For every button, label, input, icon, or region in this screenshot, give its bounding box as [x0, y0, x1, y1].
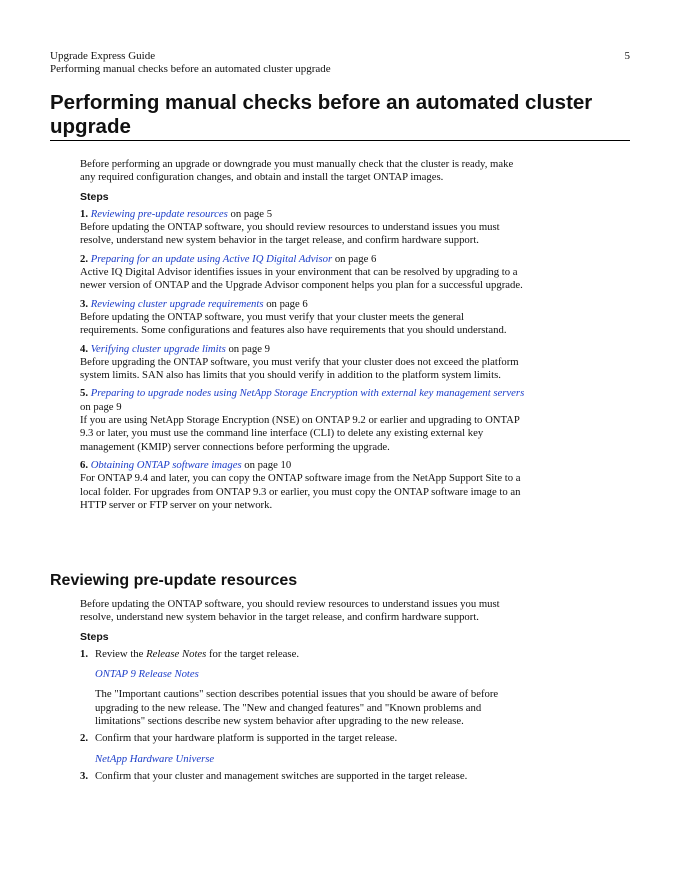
main-section	[80, 158, 525, 517]
running-header	[50, 50, 630, 76]
step-number: 2.	[80, 252, 89, 265]
list-item	[80, 732, 525, 766]
list-item	[80, 459, 525, 512]
pre-update-section	[80, 598, 525, 787]
step-description: If you are using NetApp Storage Encryption (NSE) on ONTAP 9.2 or earlier and upgrading to ONTAP 9.3 or later, you must use the command line interface (CLI) to delete any existing external key management (KMIP) server connections before performing the upgrade.	[80, 414, 520, 453]
step-number: 2.	[80, 732, 89, 745]
list-item	[80, 343, 525, 383]
page-ref: on page 9	[80, 400, 122, 413]
page-ref: on page 9	[225, 342, 270, 355]
doc-title: Upgrade Express Guide	[50, 50, 156, 62]
steps-list	[80, 208, 525, 512]
list-item	[80, 298, 525, 338]
section-title: Reviewing pre-update resources	[50, 572, 298, 589]
step-number: 1.	[80, 647, 89, 660]
list-item	[80, 387, 525, 453]
step-link[interactable]: Preparing to upgrade nodes using NetApp Storage Encryption with external key management servers	[90, 387, 525, 400]
step-text: Confirm that your cluster and management switches are supported in the target release.	[95, 769, 468, 782]
page-ref: on page 5	[227, 207, 273, 220]
steps-heading: Steps	[80, 190, 109, 203]
step-description: For ONTAP 9.4 and later, you can copy the ONTAP software image from the NetApp Support Site to a local folder. For upgrades from ONTAP 9.3 or earlier, you must copy the ONTAP software image to an HTTP server or FTP server on your network.	[80, 472, 521, 511]
step-link[interactable]: Verifying cluster upgrade limits	[90, 342, 226, 355]
release-notes-link[interactable]: ONTAP 9 Release Notes	[95, 668, 199, 681]
step-number: 3.	[80, 297, 89, 310]
page-ref: on page 6	[263, 297, 308, 310]
step-number: 6.	[80, 458, 89, 471]
step-text: Review the Release Notes for the target release.	[95, 647, 299, 660]
intro-paragraph: Before performing an upgrade or downgrade you must manually check that the cluster is ready, make any required configuration changes, and obtain and install the target ONTAP images.	[80, 158, 514, 184]
list-item	[80, 770, 525, 783]
list-item	[80, 253, 525, 293]
step-number: 4.	[80, 342, 89, 355]
running-section-title: Performing manual checks before an automated cluster upgrade	[50, 63, 331, 75]
step-description: Before upgrading the ONTAP software, you must verify that your cluster does not exceed the platform system limits. SAN also has limits that you should verify in addition to the platform system limits.	[80, 355, 519, 382]
steps-list	[80, 648, 525, 783]
page-ref: on page 10	[241, 458, 292, 471]
step-number: 1.	[80, 207, 89, 220]
step-text: Confirm that your hardware platform is supported in the target release.	[95, 732, 398, 745]
step-description: Active IQ Digital Advisor identifies issues in your environment that can be resolved by upgrading to a newer version of ONTAP and the Upgrade Advisor component helps you plan for a successful upgrade.	[80, 266, 523, 292]
step-number: 5.	[80, 387, 89, 400]
list-item	[80, 648, 525, 728]
release-notes-term: Release Notes	[146, 647, 207, 660]
steps-heading: Steps	[80, 630, 109, 643]
section-intro: Before updating the ONTAP software, you should review resources to understand issues you must resolve, understand new system behavior in the target release, and confirm hardware support.	[80, 598, 500, 624]
page-number: 5	[624, 50, 630, 62]
list-item	[80, 208, 525, 248]
page-ref: on page 6	[332, 252, 377, 265]
step-description: Before updating the ONTAP software, you must verify that your cluster meets the general requirements. Some configurations and features also have requirements that you should understand.	[80, 310, 507, 337]
step-number: 3.	[80, 769, 89, 782]
step-link[interactable]: Reviewing pre-update resources	[90, 207, 228, 220]
hardware-universe-link[interactable]: NetApp Hardware Universe	[95, 752, 215, 765]
step-note: The "Important cautions" section describes potential issues that you should be aware of before upgrading to the new release. The "New and changed features" and "Known problems and limitations" sections describe new system behavior after upgrading to the new release.	[95, 688, 499, 728]
step-link[interactable]: Reviewing cluster upgrade requirements	[90, 297, 264, 310]
step-link[interactable]: Preparing for an update using Active IQ Digital Advisor	[90, 252, 333, 265]
step-link[interactable]: Obtaining ONTAP software images	[90, 458, 242, 471]
step-description: Before updating the ONTAP software, you should review resources to understand issues you must resolve, understand new system behavior in the target release, and confirm hardware support.	[80, 221, 500, 247]
page-title: Performing manual checks before an automated cluster upgrade	[50, 91, 630, 141]
